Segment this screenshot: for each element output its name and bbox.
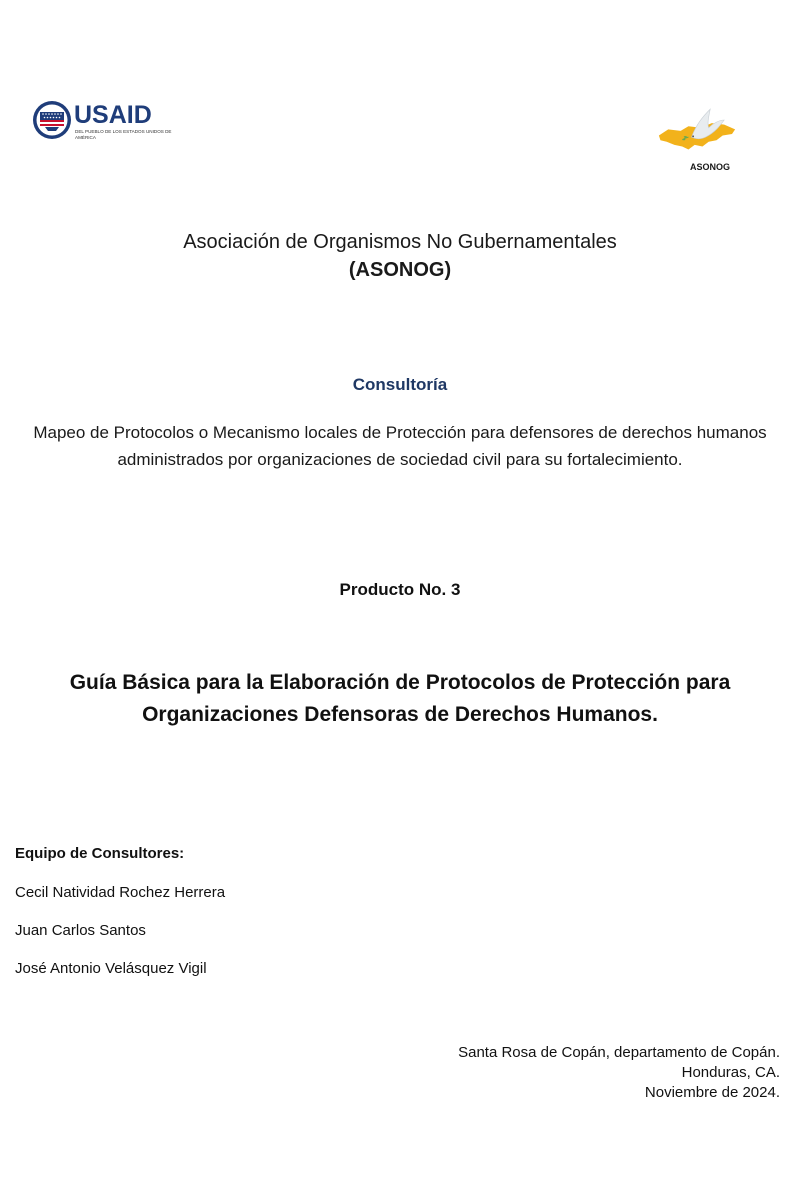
team-member: Cecil Natividad Rochez Herrera [15, 884, 226, 901]
usaid-wordmark: USAID [74, 101, 152, 129]
date-line: Noviembre de 2024. [644, 1084, 780, 1101]
consultoria-heading: Consultoría [352, 375, 448, 394]
country-line: Honduras, CA. [681, 1064, 780, 1081]
asonog-logo-text: ASONOG [690, 162, 731, 172]
place-and-date [360, 1043, 780, 1103]
organization-acronym: (ASONOG) [348, 259, 452, 281]
usaid-tagline: DEL PUEBLO DE LOS ESTADOS UNIDOS DE AMÉRICA [75, 129, 172, 140]
guide-title-line-2: Organizaciones Defensoras de Derechos Humanos. [142, 703, 658, 726]
guide-title-line-1: Guía Básica para la Elaboración de Protocolos de Protección para [69, 671, 731, 694]
asonog-logo [642, 106, 752, 178]
consultoria-description: Mapeo de Protocolos o Mecanismo locales de Protección para defensores de derechos humanos administrados por organizaciones de sociedad civil para su fortalecimiento. [33, 423, 767, 469]
usaid-seal-icon [32, 100, 72, 140]
asonog-dove-map-icon [642, 106, 752, 162]
team-heading: Equipo de Consultores: [15, 845, 185, 862]
place-line: Santa Rosa de Copán, departamento de Copán. [458, 1044, 780, 1061]
team-member: Juan Carlos Santos [15, 922, 146, 939]
organization-name: Asociación de Organismos No Gubernamentales [183, 231, 617, 253]
team-member: José Antonio Velásquez Vigil [15, 960, 207, 977]
product-label: Producto No. 3 [339, 580, 461, 599]
usaid-logo [32, 100, 172, 148]
guide-title [40, 667, 760, 731]
